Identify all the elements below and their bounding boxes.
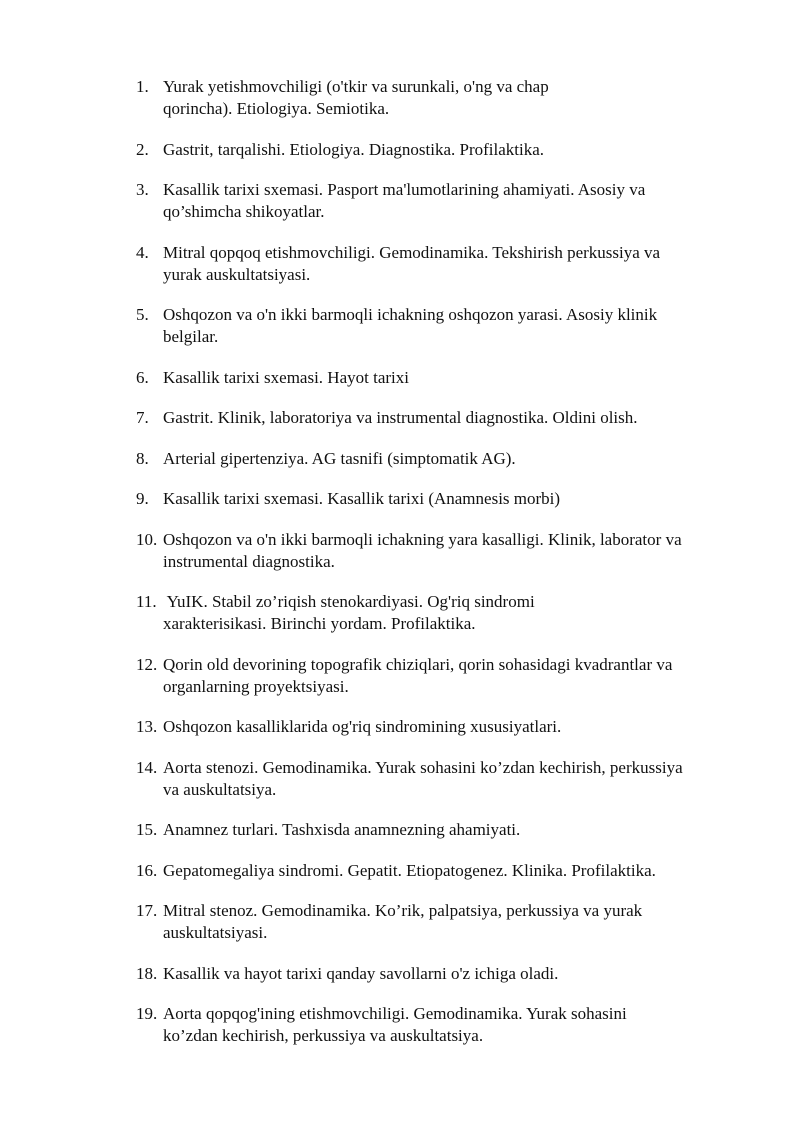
item-text bbox=[163, 488, 756, 510]
item-text-line: Aorta qopqog'ining etishmovchiligi. Gemodinamika. Yurak sohasini bbox=[163, 1004, 627, 1023]
item-text-line: Kasallik tarixi sxemasi. Hayot tarixi bbox=[163, 367, 409, 387]
item-number: 18. bbox=[136, 963, 158, 983]
list-item bbox=[136, 179, 756, 223]
item-text bbox=[163, 529, 756, 573]
item-text-line: Gastrit. Klinik, laboratoriya va instrumental diagnostika. Oldini olish. bbox=[163, 408, 638, 427]
item-number: 12. bbox=[136, 654, 158, 674]
item-number: 16. bbox=[136, 860, 158, 880]
item-text-line: Kasallik tarixi sxemasi. Pasport ma'lumotlarining ahamiyati. Asosiy va bbox=[163, 180, 646, 199]
list-item bbox=[136, 76, 756, 120]
item-text bbox=[163, 591, 756, 635]
item-number: 10. bbox=[136, 529, 158, 549]
list-item bbox=[136, 1003, 756, 1047]
item-text-line: Oshqozon va o'n ikki barmoqli ichakning yara kasalligi. Klinik, laborator va bbox=[163, 529, 682, 549]
item-text-line: qorincha). Etiologiya. Semiotika. bbox=[163, 99, 390, 118]
list-item bbox=[136, 819, 756, 841]
item-text-line: yurak auskultatsiyasi. bbox=[163, 264, 311, 284]
item-text bbox=[163, 242, 756, 286]
list-item bbox=[136, 242, 756, 286]
item-text-line: instrumental diagnostika. bbox=[163, 551, 335, 571]
item-number: 4. bbox=[136, 242, 149, 262]
item-text bbox=[163, 900, 756, 944]
list-item bbox=[136, 139, 756, 161]
item-text bbox=[163, 1003, 756, 1047]
item-text-line: ko’zdan kechirish, perkussiya va auskultatsiya. bbox=[163, 1026, 484, 1045]
item-text-line: Kasallik tarixi sxemasi. Kasallik tarixi (Anamnesis morbi) bbox=[163, 489, 561, 508]
list-item bbox=[136, 860, 756, 882]
item-text bbox=[163, 139, 756, 161]
list-item bbox=[136, 304, 756, 348]
item-text-line: belgilar. bbox=[163, 327, 219, 346]
item-text bbox=[163, 757, 756, 801]
item-text-line: Mitral qopqoq etishmovchiligi. Gemodinamika. Tekshirish perkussiya va bbox=[163, 242, 661, 262]
item-text-line: Gepatomegaliya sindromi. Gepatit. Etiopatogenez. Klinika. Profilaktika. bbox=[163, 860, 656, 880]
item-number: 14. bbox=[136, 757, 158, 777]
item-text-line: Arterial gipertenziya. AG tasnifi (simptomatik AG). bbox=[163, 448, 516, 468]
item-text-line: Oshqozon kasalliklarida og'riq sindromining xususiyatlari. bbox=[163, 717, 562, 736]
item-number: 11. bbox=[136, 592, 157, 611]
item-number: 5. bbox=[136, 305, 149, 324]
item-text bbox=[163, 819, 756, 841]
question-list bbox=[136, 76, 756, 1066]
item-text-line: YuIK. Stabil zo’riqish stenokardiyasi. Og'riq sindromi bbox=[163, 592, 535, 611]
item-text-line: Mitral stenoz. Gemodinamika. Ko’rik, palpatsiya, perkussiya va yurak bbox=[163, 901, 643, 920]
item-text bbox=[163, 407, 756, 429]
item-text bbox=[163, 716, 756, 738]
item-number: 2. bbox=[136, 139, 149, 159]
list-item bbox=[136, 529, 756, 573]
list-item bbox=[136, 757, 756, 801]
item-number: 9. bbox=[136, 489, 149, 508]
item-text bbox=[163, 304, 756, 348]
list-item bbox=[136, 448, 756, 470]
item-text-line: Anamnez turlari. Tashxisda anamnezning ahamiyati. bbox=[163, 820, 521, 839]
item-text-line: va auskultatsiya. bbox=[163, 779, 277, 799]
item-text bbox=[163, 179, 756, 223]
item-text-line: organlarning proyektsiyasi. bbox=[163, 676, 349, 696]
list-item bbox=[136, 367, 756, 389]
item-number: 6. bbox=[136, 367, 149, 387]
list-item bbox=[136, 963, 756, 985]
item-number: 3. bbox=[136, 180, 149, 199]
item-text-line: Aorta stenozi. Gemodinamika. Yurak sohasini ko’zdan kechirish, perkussiya bbox=[163, 757, 683, 777]
list-item bbox=[136, 591, 756, 635]
item-text-line: Yurak yetishmovchiligi (o'tkir va surunkali, o'ng va chap bbox=[163, 77, 549, 96]
item-text bbox=[163, 367, 756, 389]
item-text-line: auskultatsiyasi. bbox=[163, 923, 268, 942]
item-text-line: Oshqozon va o'n ikki barmoqli ichakning oshqozon yarasi. Asosiy klinik bbox=[163, 305, 658, 324]
item-number: 15. bbox=[136, 820, 158, 839]
item-text bbox=[163, 860, 756, 882]
item-text-line: Kasallik va hayot tarixi qanday savollarni o'z ichiga oladi. bbox=[163, 963, 559, 983]
list-item bbox=[136, 716, 756, 738]
item-number: 17. bbox=[136, 901, 158, 920]
item-text-line: qo’shimcha shikoyatlar. bbox=[163, 202, 325, 221]
item-number: 8. bbox=[136, 448, 149, 468]
list-item bbox=[136, 654, 756, 698]
item-number: 13. bbox=[136, 717, 158, 736]
item-number: 1. bbox=[136, 77, 149, 96]
item-number: 19. bbox=[136, 1004, 158, 1023]
item-text bbox=[163, 76, 756, 120]
item-text bbox=[163, 654, 756, 698]
item-number: 7. bbox=[136, 408, 149, 427]
item-text bbox=[163, 448, 756, 470]
list-item bbox=[136, 900, 756, 944]
item-text-line: Qorin old devorining topografik chiziqlari, qorin sohasidagi kvadrantlar va bbox=[163, 654, 673, 674]
list-item bbox=[136, 488, 756, 510]
item-text-line: Gastrit, tarqalishi. Etiologiya. Diagnostika. Profilaktika. bbox=[163, 139, 545, 159]
item-text bbox=[163, 963, 756, 985]
list-item bbox=[136, 407, 756, 429]
item-text-line: xarakterisikasi. Birinchi yordam. Profilaktika. bbox=[163, 614, 476, 633]
